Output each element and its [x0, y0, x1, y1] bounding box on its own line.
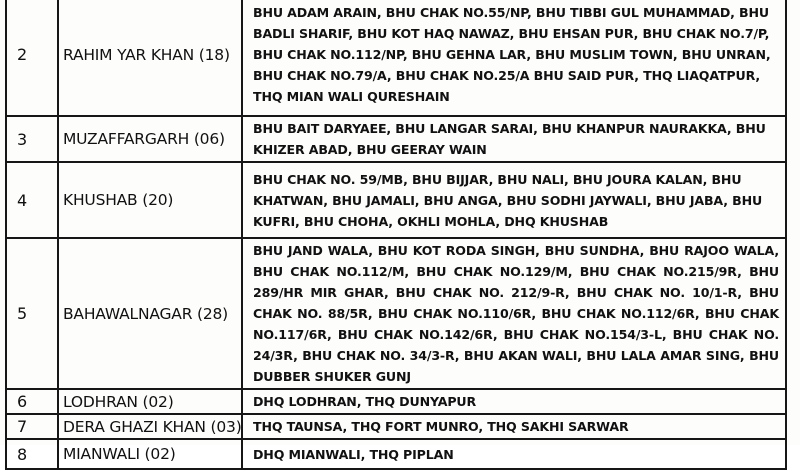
district-facilities-table	[5, 0, 787, 470]
serial-number-cell: 6	[6, 389, 58, 414]
district-name-cell: RAHIM YAR KHAN (18)	[58, 0, 242, 116]
district-name-cell: LODHRAN (02)	[58, 389, 242, 414]
health-facilities-cell: DHQ LODHRAN, THQ DUNYAPUR	[242, 389, 786, 414]
district-name-cell: BAHAWALNAGAR (28)	[58, 238, 242, 389]
health-facilities-cell: BHU BAIT DARYAEE, BHU LANGAR SARAI, BHU KHANPUR NAURAKKA, BHU KHIZER ABAD, BHU GEERAY WAIN	[242, 116, 786, 162]
health-facilities-cell: BHU CHAK NO. 59/MB, BHU BIJJAR, BHU NALI, BHU JOURA KALAN, BHU KHATWAN, BHU JAMALI, BHU ANGA, BHU SODHI JAYWALI, BHU JABA, BHU KUFRI, BHU CHOHA, OKHLI MOHLA, DHQ KHUSHAB	[242, 162, 786, 238]
table-row-mianwali	[6, 439, 786, 469]
health-facilities-cell: BHU JAND WALA, BHU KOT RODA SINGH, BHU SUNDHA, BHU RAJOO WALA, BHU CHAK NO.112/M, BHU CHAK NO.129/M, BHU CHAK NO.215/9R, BHU 289/HR MIR GHAR, BHU CHAK NO. 212/9-R, BHU CHAK NO. 10/1-R, BHU CHAK NO. 88/5R, BHU CHAK NO.110/6R, BHU CHAK NO.112/6R, BHU CHAK NO.117/6R, BHU CHAK NO.142/6R, BHU CHAK NO.154/3-L, BHU CHAK NO. 24/3R, BHU CHAK NO. 34/3-R, BHU AKAN WALI, BHU LALA AMAR SING, BHU DUBBER SHUKER GUNJ	[242, 238, 786, 389]
health-facilities-cell: THQ TAUNSA, THQ FORT MUNRO, THQ SAKHI SARWAR	[242, 414, 786, 439]
district-name-cell: KHUSHAB (20)	[58, 162, 242, 238]
health-facilities-cell: DHQ MIANWALI, THQ PIPLAN	[242, 439, 786, 469]
serial-number-cell: 8	[6, 439, 58, 469]
table-row-dera-ghazi-khan	[6, 414, 786, 439]
health-facilities-cell: BHU ADAM ARAIN, BHU CHAK NO.55/NP, BHU TIBBI GUL MUHAMMAD, BHU BADLI SHARIF, BHU KOT HAQ NAWAZ, BHU EHSAN PUR, BHU CHAK NO.7/P, BHU CHAK NO.112/NP, BHU GEHNA LAR, BHU MUSLIM TOWN, BHU UNRAN, BHU CHAK NO.79/A, BHU CHAK NO.25/A BHU SAID PUR, THQ LIAQATPUR, THQ MIAN WALI QURESHAIN	[242, 0, 786, 116]
district-name-cell: MIANWALI (02)	[58, 439, 242, 469]
table-row-khushab	[6, 162, 786, 238]
serial-number-cell: 7	[6, 414, 58, 439]
table-row-rahim-yar-khan	[6, 0, 786, 116]
table-row-muzaffargarh	[6, 116, 786, 162]
serial-number-cell: 3	[6, 116, 58, 162]
serial-number-cell: 2	[6, 0, 58, 116]
district-name-cell: DERA GHAZI KHAN (03)	[58, 414, 242, 439]
district-name-cell: MUZAFFARGARH (06)	[58, 116, 242, 162]
table-row-bahawalnagar	[6, 238, 786, 389]
serial-number-cell: 5	[6, 238, 58, 389]
table-row-lodhran	[6, 389, 786, 414]
serial-number-cell: 4	[6, 162, 58, 238]
